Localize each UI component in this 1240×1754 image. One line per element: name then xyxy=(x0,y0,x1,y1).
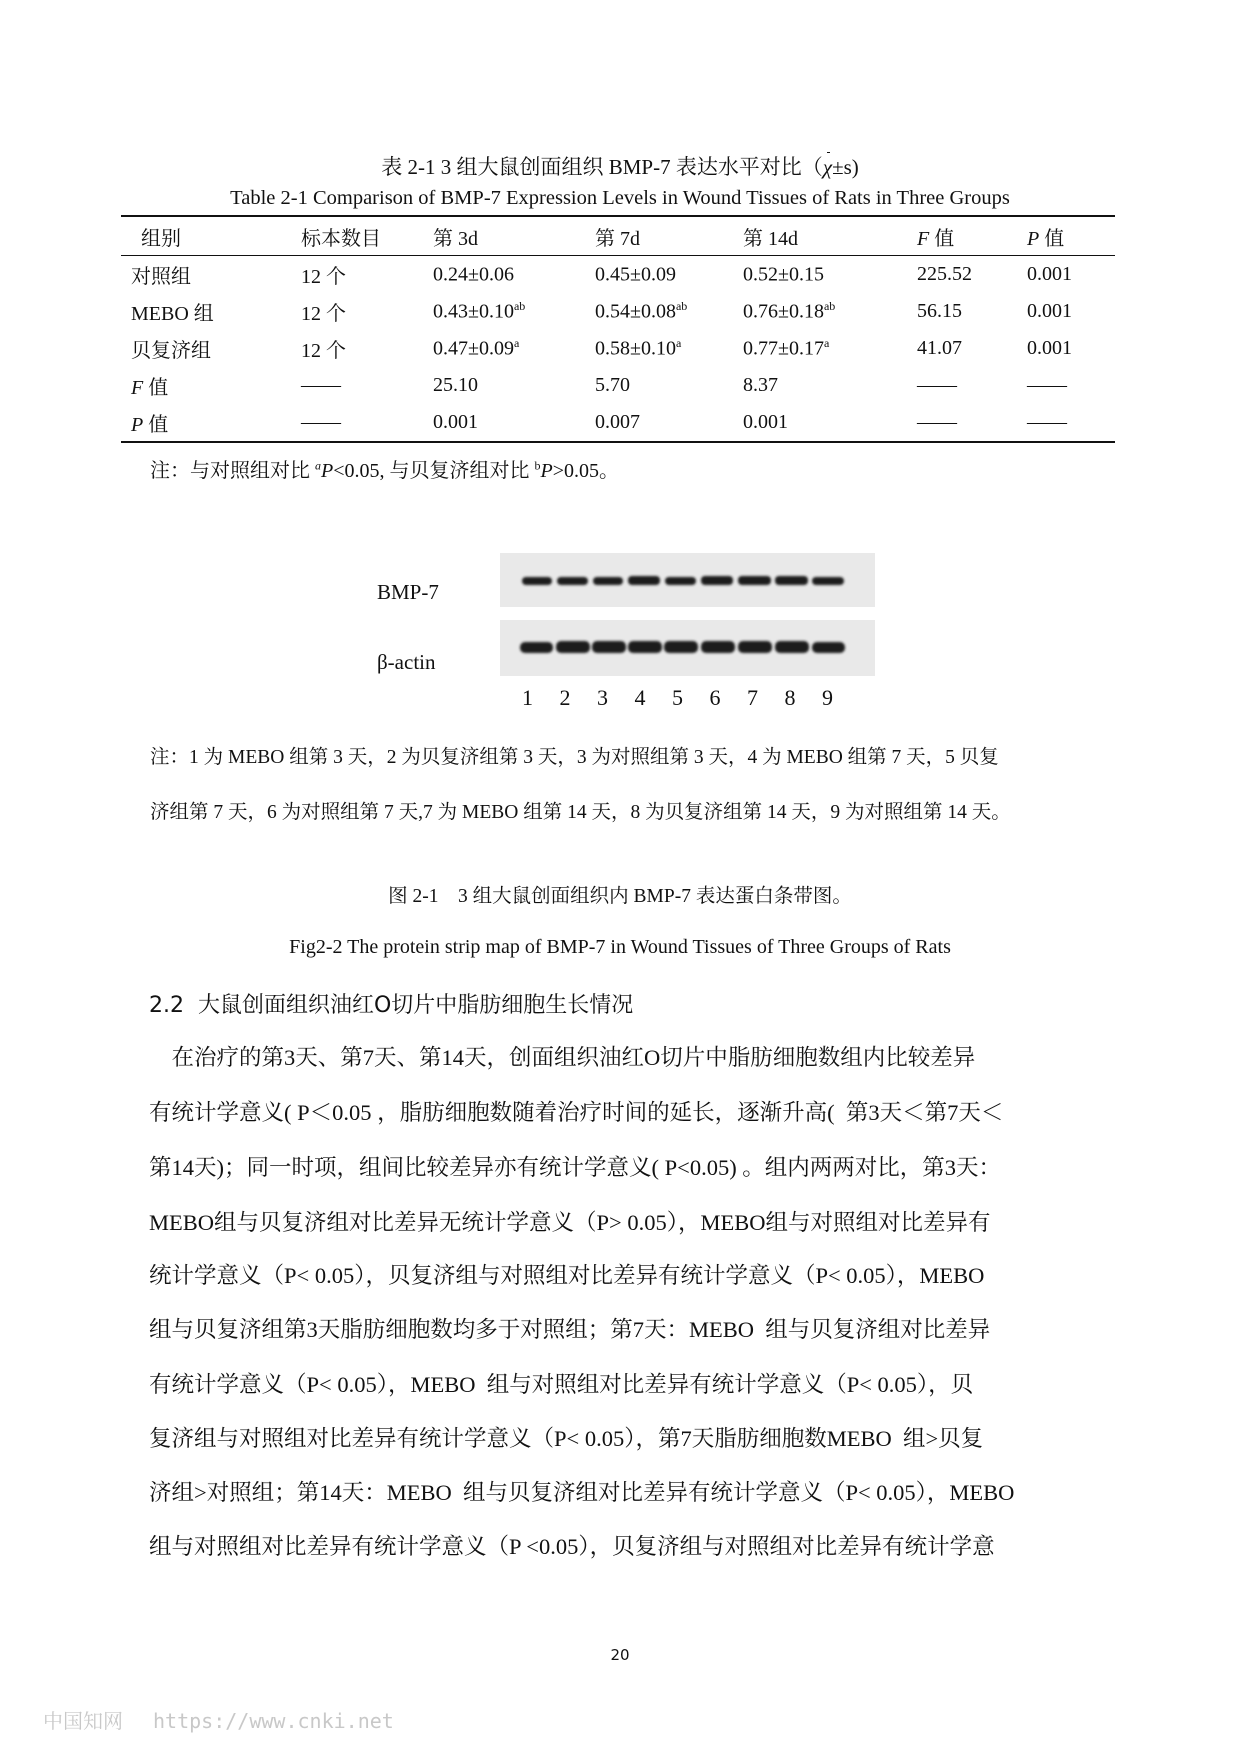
table-caption-cn: 表 2-1 3 组大鼠创面组织 BMP-7 表达水平对比（χ±s) xyxy=(381,155,859,179)
bmp7-band-8 xyxy=(775,576,808,585)
cell-p: 0.001 xyxy=(1027,300,1072,322)
cell-d3: 0.43±0.10$^{ab}$ xyxy=(433,299,526,323)
cnki-watermark xyxy=(43,1705,394,1734)
cell-f: 225.52 xyxy=(917,263,972,285)
cell-f: —— xyxy=(907,404,1017,442)
lane-number: 7 xyxy=(747,685,758,710)
cell-d3: 0.47±0.09$^a$ xyxy=(433,336,520,360)
header-day3: 第 3d xyxy=(423,216,585,256)
paragraph-line: 在治疗的第3天、第7天、第14天，创面组织油红O切片中脂肪细胞数组内比较差异 xyxy=(149,1045,976,1070)
label-bmp7: BMP-7 xyxy=(377,580,439,604)
cell-p: —— xyxy=(1017,404,1115,442)
figure-caption-cn: 图 2-1 3 组大鼠创面组织内 BMP-7 表达蛋白条带图。 xyxy=(388,886,852,907)
paragraph-line: 有统计学意义（P< 0.05），MEBO 组与对照组对比差异有统计学意义（P< 0.05），贝 xyxy=(149,1372,974,1397)
cell-d14: 0.52±0.15 xyxy=(743,263,824,286)
table-row xyxy=(121,330,1115,367)
cell-n: 12 个 xyxy=(301,303,346,325)
cell-d7: 0.54±0.08$^{ab}$ xyxy=(595,299,688,323)
section-paragraph xyxy=(149,1040,1099,1560)
table-row xyxy=(121,256,1115,294)
actin-band-3 xyxy=(592,641,626,653)
header-sample-count: 标本数目 xyxy=(291,216,423,256)
lane-number: 9 xyxy=(822,685,833,710)
cnki-brand: 中国知网 xyxy=(43,1709,123,1733)
cell-f: —— xyxy=(917,374,957,396)
actin-band-4 xyxy=(628,641,662,653)
cell-group: 对照组 xyxy=(131,266,191,288)
bmp7-band-1 xyxy=(522,577,552,585)
bmp7-band-9 xyxy=(812,577,844,585)
figure-note-line-2: 济组第 7 天，6 为对照组第 7 天,7 为 MEBO 组第 14 天，8 为贝复济组第 14 天，9 为对照组第 14 天。 xyxy=(150,802,1011,823)
lane-number: 8 xyxy=(784,685,796,710)
lane-number: 6 xyxy=(709,685,721,710)
figure-note-line-1: 注：1 为 MEBO 组第 3 天，2 为贝复济组第 3 天，3 为对照组第 3 天，4 为 MEBO 组第 7 天，5 贝复 xyxy=(150,747,999,768)
cell-d7: 5.70 xyxy=(595,374,630,396)
paragraph-line: 济组>对照组；第14天：MEBO 组与贝复济组对比差异有统计学意义（P< 0.05），MEBO xyxy=(149,1480,1015,1505)
figure-caption-en: Fig2-2 The protein strip map of BMP-7 in Wound Tissues of Three Groups of Rats xyxy=(289,936,951,958)
cell-group: F 值 xyxy=(131,377,169,399)
bmp7-band-3 xyxy=(593,577,623,585)
cell-p: —— xyxy=(1027,374,1067,396)
actin-band-6 xyxy=(701,641,735,653)
cell-p: 0.001 xyxy=(1027,337,1072,359)
actin-band-9 xyxy=(812,642,845,653)
page-number: 20 xyxy=(610,1646,630,1664)
cell-d3: 0.001 xyxy=(423,404,585,442)
bmp7-band-2 xyxy=(557,577,588,585)
paragraph-line: 有统计学意义( P＜0.05 ，脂肪细胞数随着治疗时间的延长，逐渐升高( 第3天＜第7天＜ xyxy=(149,1100,1004,1125)
section-heading: 2.2 大鼠创面组织油红O切片中脂肪细胞生长情况 xyxy=(149,993,634,1018)
table-header-row xyxy=(121,216,1115,256)
paragraph-line: 统计学意义（P< 0.05），贝复济组与对照组对比差异有统计学意义（P< 0.05），MEBO xyxy=(149,1263,985,1288)
header-day7: 第 7d xyxy=(585,216,733,256)
paragraph-line: 复济组与对照组对比差异有统计学意义（P< 0.05），第7天脂肪细胞数MEBO 组>贝复 xyxy=(149,1426,984,1451)
cell-d7: 0.45±0.09 xyxy=(595,263,676,286)
header-f-value: F 值 xyxy=(907,216,1017,256)
cell-n: —— xyxy=(291,404,423,442)
cnki-url[interactable]: https://www.cnki.net xyxy=(153,1709,394,1733)
cell-n: 12 个 xyxy=(301,266,346,288)
cell-n: —— xyxy=(301,374,341,396)
cell-p: 0.001 xyxy=(1027,263,1072,285)
lane-number: 5 xyxy=(672,685,683,710)
cell-d14: 8.37 xyxy=(743,374,778,396)
table-row xyxy=(121,293,1115,330)
table-row xyxy=(121,404,1115,442)
lane-number: 1 xyxy=(522,685,533,710)
paragraph-line: 第14天)；同一时项，组间比较差异亦有统计学意义( P<0.05) 。组内两两对比，第3天： xyxy=(149,1155,1002,1180)
western-blot-image xyxy=(500,553,875,676)
bmp7-band-7 xyxy=(738,576,771,585)
cell-d7: 0.007 xyxy=(585,404,733,442)
paragraph-line: 组与贝复济组第3天脂肪细胞数均多于对照组；第7天：MEBO 组与贝复济组对比差异 xyxy=(149,1317,991,1342)
bmp7-band-5 xyxy=(665,577,696,585)
lane-number: 2 xyxy=(559,685,571,710)
actin-band-7 xyxy=(738,641,772,653)
bmp7-band-6 xyxy=(701,576,733,585)
cell-d14: 0.76±0.18$^{ab}$ xyxy=(743,299,836,323)
cell-group: MEBO 组 xyxy=(131,303,214,325)
table-caption-en: Table 2-1 Comparison of BMP-7 Expression Levels in Wound Tissues of Rats in Three Groups xyxy=(230,187,1010,209)
bmp7-expression-table xyxy=(121,215,1115,443)
table-row xyxy=(121,367,1115,404)
table-footnote: 注：与对照组对比 $^a$P<0.05, 与贝复济组对比 $^b$P>0.05。 xyxy=(150,458,619,482)
actin-band-1 xyxy=(520,642,553,653)
cell-group: 贝复济组 xyxy=(131,340,211,362)
paragraph-line: MEBO组与贝复济组对比差异无统计学意义（P> 0.05），MEBO组与对照组对比差异有 xyxy=(149,1210,991,1235)
lane-numbers xyxy=(522,685,860,711)
cell-d14: 0.001 xyxy=(733,404,907,442)
label-beta-actin: β-actin xyxy=(377,650,436,674)
cell-group: P 值 xyxy=(121,404,291,442)
actin-band-8 xyxy=(775,641,809,653)
cell-d7: 0.58±0.10$^a$ xyxy=(595,336,682,360)
header-group: 组别 xyxy=(121,216,291,256)
lane-number: 3 xyxy=(597,685,608,710)
actin-band-2 xyxy=(556,641,590,653)
cell-n: 12 个 xyxy=(301,340,346,362)
cell-f: 56.15 xyxy=(917,300,962,322)
cell-d14: 0.77±0.17$^a$ xyxy=(743,336,830,360)
mean-symbol: χ xyxy=(822,155,833,179)
cell-f: 41.07 xyxy=(917,337,962,359)
header-p-value: P 值 xyxy=(1017,216,1115,256)
bmp7-band-4 xyxy=(628,576,660,585)
lane-number: 4 xyxy=(634,685,646,710)
actin-band-5 xyxy=(664,641,698,653)
header-day14: 第 14d xyxy=(733,216,907,256)
cell-d3: 25.10 xyxy=(433,374,478,396)
cell-d3: 0.24±0.06 xyxy=(433,263,514,286)
paragraph-line: 组与对照组对比差异有统计学意义（P <0.05），贝复济组与对照组对比差异有统计学意 xyxy=(149,1534,995,1559)
